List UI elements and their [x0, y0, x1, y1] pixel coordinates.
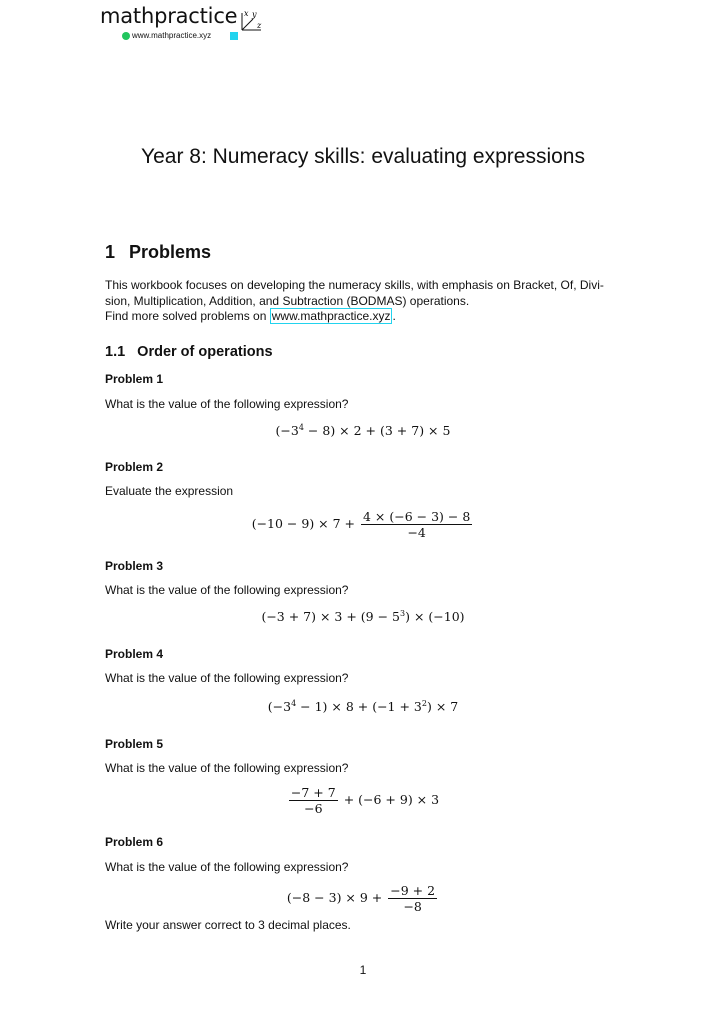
problem-6-label: Problem 6	[105, 835, 164, 849]
document-title: Year 8: Numeracy skills: evaluating expressions	[141, 145, 585, 168]
problem-1-label: Problem 1	[105, 372, 164, 386]
intro-line-3	[105, 309, 625, 325]
logo-wordmark: mathpractice	[100, 4, 238, 28]
problem-2-prompt: Evaluate the expression	[105, 484, 234, 498]
site-logo[interactable]	[100, 4, 270, 40]
problem-1-prompt: What is the value of the following expression?	[105, 397, 349, 411]
mathpractice-link[interactable]: www.mathpractice.xyz	[271, 309, 391, 323]
subsection-number: 1.1	[105, 344, 126, 360]
section-heading	[105, 242, 211, 263]
problem-4-label: Problem 4	[105, 647, 164, 661]
logo-dot-icon	[122, 32, 130, 40]
subsection-heading	[105, 344, 273, 360]
intro-line-2: sion, Multiplication, Addition, and Subtraction (BODMAS) operations.	[105, 293, 470, 308]
problem-5-label: Problem 5	[105, 737, 164, 751]
axes-icon	[239, 7, 265, 33]
logo-letter-z: z	[257, 21, 262, 30]
problem-2-fraction: $\frac{4 \times (-6 - 3) - 8}{-4}$	[363, 509, 471, 540]
intro-line-3-prefix: Find more solved problems on	[105, 309, 270, 323]
logo-letter-y: y	[252, 10, 257, 19]
intro-line-1: This workbook focuses on developing the numeracy skills, with emphasis on Bracket, Of, Divi-	[105, 278, 604, 292]
section-title: Problems	[129, 242, 212, 262]
logo-square-icon	[230, 32, 238, 40]
problem-5-fraction: $\frac{-7 + 7}{-6}$	[290, 785, 336, 816]
problem-6-fraction: $\frac{-9 + 2}{-8}$	[390, 883, 436, 914]
problem-6-prompt: What is the value of the following expression?	[105, 860, 349, 874]
section-number: 1	[105, 242, 116, 262]
problem-4-prompt: What is the value of the following expression?	[105, 671, 349, 685]
problem-3-prompt: What is the value of the following expression?	[105, 583, 349, 597]
problem-4-expression: $(-3^4 - 1) \times 8 + (-1 + 3^2) \times 7$	[267, 699, 459, 714]
problem-3-label: Problem 3	[105, 559, 164, 573]
problem-3-expression: $(-3 + 7) \times 3 + (9 - 5^3) \times (-10)$	[261, 609, 465, 624]
problem-2-expression: (−10 − 9) × 7 + $\frac{4 \times (-6 - 3) - 8}{-4}$	[251, 509, 471, 540]
intro-paragraph	[105, 278, 625, 325]
problem-6-expression: (−8 − 3) × 9 + $\frac{-9 + 2}{-8}$	[286, 883, 436, 914]
intro-line-3-suffix: .	[392, 309, 396, 323]
problem-2-label: Problem 2	[105, 460, 164, 474]
logo-letter-x: x	[244, 9, 249, 18]
problem-5-prompt: What is the value of the following expression?	[105, 761, 349, 775]
subsection-title: Order of operations	[137, 344, 273, 360]
logo-url: www.mathpractice.xyz	[132, 31, 212, 40]
problem-5-expression: $\frac{-7 + 7}{-6}$ + (−6 + 9) × 3	[290, 785, 440, 816]
page-number: 1	[359, 963, 367, 977]
problem-1-expression: $(-3^4 - 8) \times 2 + (3 + 7) \times 5$	[275, 423, 451, 438]
problem-6-note: Write your answer correct to 3 decimal places.	[105, 918, 351, 932]
